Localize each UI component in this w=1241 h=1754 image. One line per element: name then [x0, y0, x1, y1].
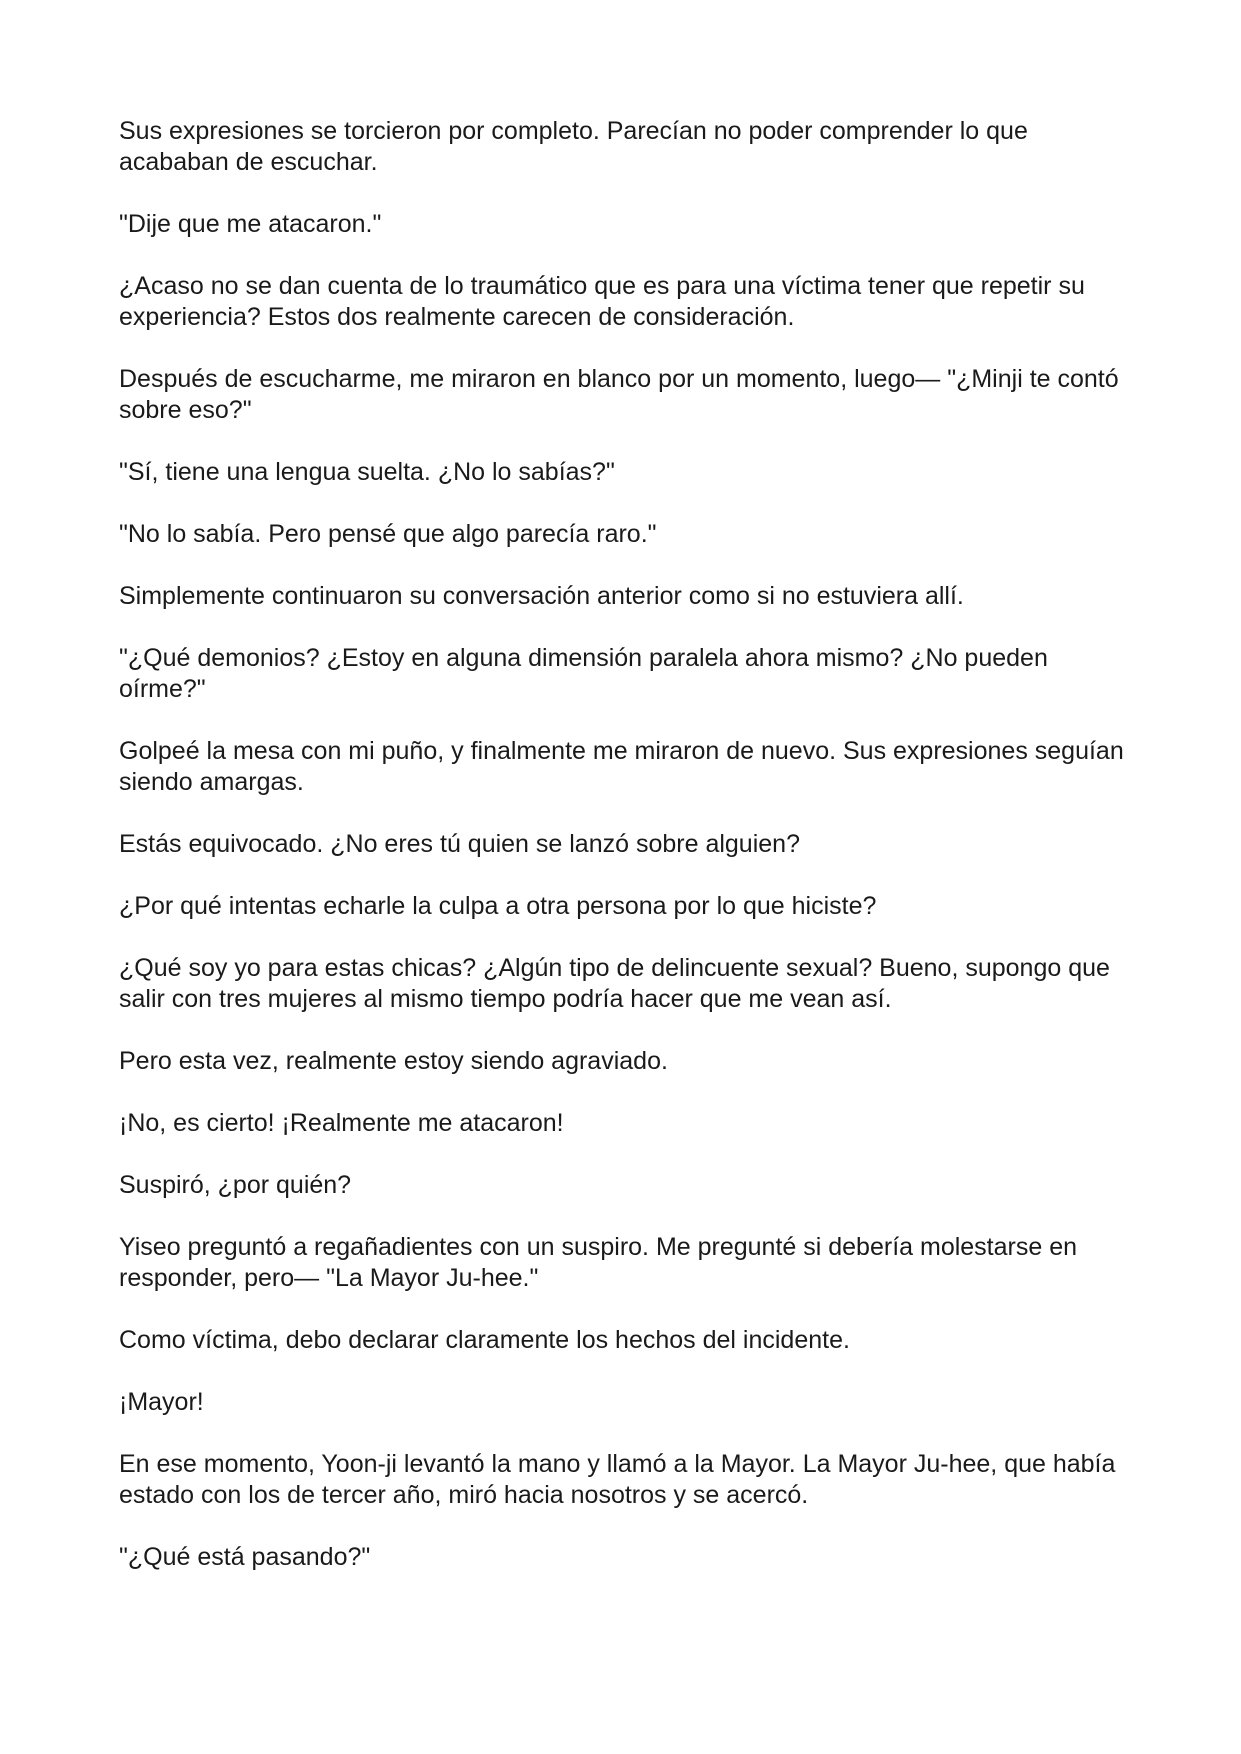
- paragraph: Yiseo preguntó a regañadientes con un suspiro. Me pregunté si debería molestarse en responder, pero— "La Mayor Ju-hee.": [119, 1233, 1078, 1292]
- paragraph: "¿Qué está pasando?": [119, 1543, 371, 1571]
- paragraph: Como víctima, debo declarar claramente los hechos del incidente.: [119, 1326, 850, 1354]
- paragraph: "Dije que me atacaron.": [119, 210, 382, 238]
- paragraph: ¡Mayor!: [119, 1388, 204, 1416]
- paragraph: "No lo sabía. Pero pensé que algo parecía raro.": [119, 520, 657, 548]
- paragraph: Simplemente continuaron su conversación anterior como si no estuviera allí.: [119, 582, 964, 610]
- paragraph: Estás equivocado. ¿No eres tú quien se lanzó sobre alguien?: [119, 830, 800, 858]
- paragraph: Pero esta vez, realmente estoy siendo agraviado.: [119, 1047, 668, 1075]
- document-body: [119, 116, 1129, 1604]
- paragraph: ¡No, es cierto! ¡Realmente me atacaron!: [119, 1109, 564, 1137]
- paragraph: Suspiró, ¿por quién?: [119, 1171, 352, 1199]
- paragraph: Sus expresiones se torcieron por completo. Parecían no poder comprender lo que acababan de escuchar.: [119, 117, 1028, 176]
- paragraph: "Sí, tiene una lengua suelta. ¿No lo sabías?": [119, 458, 615, 486]
- paragraph: Después de escucharme, me miraron en blanco por un momento, luego— "¿Minji te contó sobre eso?": [119, 365, 1119, 424]
- paragraph: ¿Por qué intentas echarle la culpa a otra persona por lo que hiciste?: [119, 892, 877, 920]
- paragraph: "¿Qué demonios? ¿Estoy en alguna dimensión paralela ahora mismo? ¿No pueden oírme?": [119, 644, 1048, 703]
- paragraph: ¿Acaso no se dan cuenta de lo traumático que es para una víctima tener que repetir su experiencia? Estos dos realmente carecen de consideración.: [119, 272, 1085, 331]
- paragraph: Golpeé la mesa con mi puño, y finalmente me miraron de nuevo. Sus expresiones seguían siendo amargas.: [119, 737, 1124, 796]
- paragraph: ¿Qué soy yo para estas chicas? ¿Algún tipo de delincuente sexual? Bueno, supongo que salir con tres mujeres al mismo tiempo podría hacer que me vean así.: [119, 954, 1110, 1013]
- paragraph: En ese momento, Yoon-ji levantó la mano y llamó a la Mayor. La Mayor Ju-hee, que había estado con los de tercer año, miró hacia nosotros y se acercó.: [119, 1450, 1116, 1509]
